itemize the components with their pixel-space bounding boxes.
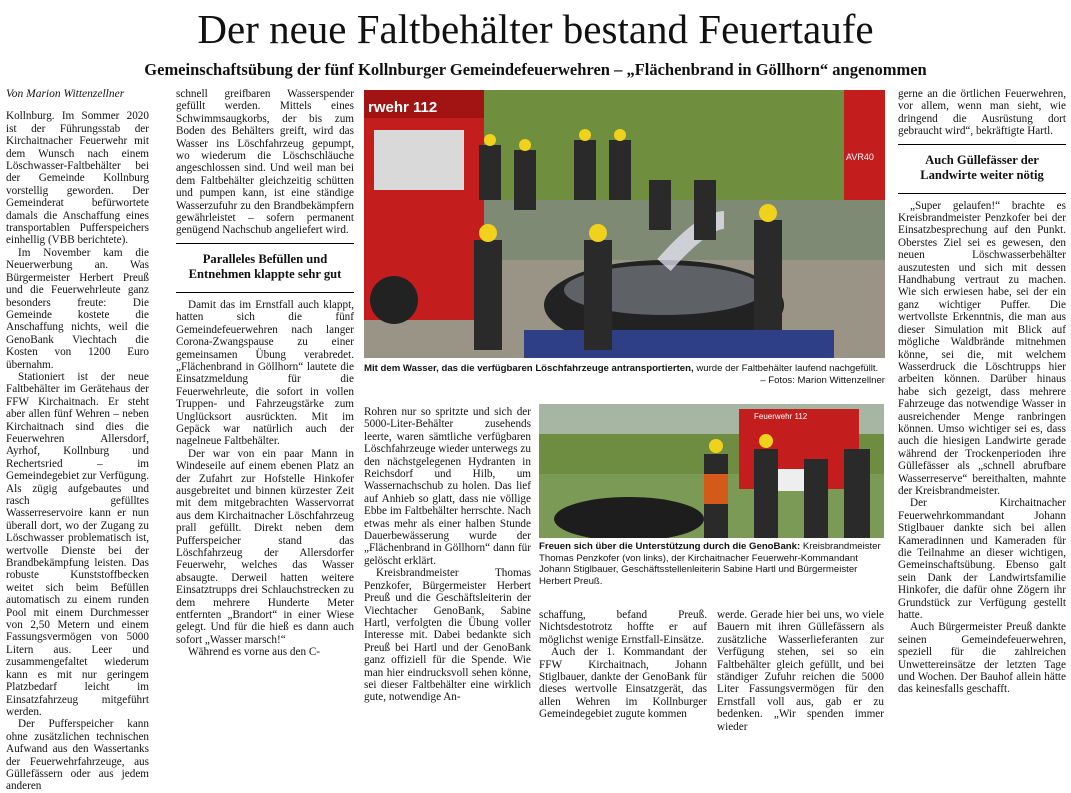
paragraph: Der Pufferspeicher kann ohne zusätzlichen technischen Aufwand aus den Wassertanks der Feuerwehrfahrzeuge, aus Güllefässern oder aus jedem anderen bbox=[6, 718, 149, 793]
photo-donation-image bbox=[539, 404, 884, 538]
paragraph: Kreisbrandmeister Thomas Penzkofer, Bürgermeister Herbert Preuß und die Geschäftsleiterin der Viechtacher GenoBank, Sabine Hartl, verfolgten die Übung voller Interesse mit. Dabei bedankte sich Preuß bei Hartl und der GenoBank ganz offiziell für die Spende. Wie man hier eindrucksvoll sehen könne, sei dieser Faltbehälter eine wirklich gute, notwendige An- bbox=[364, 567, 531, 704]
photo-credit: – Fotos: Marion Wittenzellner bbox=[760, 374, 885, 386]
byline: Von Marion Wittenzellner bbox=[6, 88, 125, 100]
caption-text: Kreisbrandmeister Thomas Penzkofer (von links), der Kirchaitnacher Feuerwehr-Kommandant Johann Stiglbauer, Geschäftsstellenleiterin Sabine Hartl und Bürgermeister Herbert Preuß. bbox=[539, 541, 881, 587]
intertitle: Auch Güllefässer der Landwirte weiter nötig bbox=[920, 152, 1044, 182]
column-1 bbox=[6, 88, 149, 793]
column-4 bbox=[539, 609, 707, 721]
caption-lead: Mit dem Wasser, das die verfügbaren Löschfahrzeuge antransportierten, bbox=[364, 363, 694, 374]
paragraph: Der war von ein paar Mann in Windeseile auf einem ebenen Platz an der Zufahrt zur Hofstelle Hinkofer ausgebreitet und binnen kürzester Zeit mit dem mitgebrachten Wasservorrat aus dem Kirchaitnacher Löschfahrzeug prall gefüllt. Direkt neben dem Pufferspeicher stand das Löschfahrzeug der Allersdorfer Feuerwehr, welches das Wasser absaugte. Derweil hatten weitere Einsatztrupps drei Schlauchstrecken zu dem mehrere Hunderte Meter entfernten „Brandort“ in einer Wiese gelegt. Und für die hieß es dann auch sofort „Wasser marsch!“ bbox=[176, 447, 354, 646]
divider bbox=[898, 193, 1066, 194]
column-5 bbox=[717, 609, 884, 733]
paragraph: schaffung, befand Preuß. Nichtsdestotrotz hoffte er auf möglichst wenige Ernstfall-Einsätze. bbox=[539, 609, 707, 646]
paragraph: werde. Gerade hier bei uns, wo viele Bauern mit ihren Güllefässern als zusätzliche Wasserlieferanten zur Verfügung stehen, sei so ein Faltbehälter gleich gefüllt, und bei ständiger Zufuhr reichen die 5000 Liter Fassungsvermögen für den Ernstfall voll aus, gab er zu bedenken. „Wir spenden immer wieder bbox=[717, 609, 884, 733]
photo-donation bbox=[539, 404, 884, 538]
paragraph: Damit das im Ernstfall auch klappt, hatten sich die fünf Gemeindefeuerwehren nach langer Corona-Zwangspause zu einer gemeinsamen Übung verabredet. „Flächenbrand in Göllhorn“ lautete die Einsatzmeldung für die Feuerwehrleute, die sofort in vollen Truppen- und Fahrzeugstärke zum Unglücksort ausrückten. Mit im Gepäck war natürlich auch der nagelneue Faltbehälter. bbox=[176, 298, 354, 448]
caption-text: wurde der Faltbehälter laufend nachgefüllt. bbox=[693, 363, 879, 374]
paragraph: Auch der 1. Kommandant der FFW Kirchaitnach, Johann Stiglbauer, dankte der GenoBank für dieses wertvolle Einsatzgerät, das allen Wehren im Kollnburger Gemeindegebiet zugute kommen bbox=[539, 646, 707, 721]
photo-fire-drill-image bbox=[364, 90, 885, 358]
paragraph: Während es vorne aus den C- bbox=[188, 646, 321, 659]
headline: Der neue Faltbehälter bestand Feuertaufe bbox=[197, 6, 874, 52]
paragraph: gerne an die örtlichen Feuerwehren, vor allem, wenn man sieht, wie dringend die Ausrüstung dort gebraucht wird“, bekräftigte Hartl. bbox=[898, 88, 1066, 138]
paragraph: Stationiert ist der neue Faltbehälter im Gerätehaus der FFW Kirchaitnach. Er steht aber allen fünf Wehren – neben Kirchaitnach sind dies die Feuerwehren Allersdorf, Ayrhof, Kollnburg und Rechertsried – im Gemeindegebiet zur Verfügung. Als zügig aufgebautes und rasch gefülltes Wasserreservoire kann er nun überall dort, wo der Zugang zu Löschwasser problematisch ist, wertvolle Dienste bei der Brandbekämpfung leisten. Das robuste Kunststoffbecken weitet sich beim Befüllen automatisch zu einem runden Pool mit einem Durchmesser von 2,50 Metern und einem Fassungsvermögen von 5000 Litern aus. Leer und zusammengefaltet wiederum kann es mit nur geringem Platzbedarf leicht im Einsatzfahrzeug mitgeführt werden. bbox=[6, 370, 150, 718]
truck-lettering: rwehr 112 bbox=[368, 99, 438, 116]
divider bbox=[176, 292, 354, 293]
photo-fire-drill-caption bbox=[364, 363, 885, 386]
paragraph: Rohren nur so spritzte und sich der 5000-Liter-Behälter zusehends leerte, waren sämtliche verfügbaren Löschfahrzeuge wieder unterwegs zu den nächstgelegenen Hydranten in Reichsdorf und Hilb, um Wassernachschub zu holen. Das lief auf Anhieb so glatt, dass nie völlige Ebbe im Faltbehälter herrschte. Nach etwas mehr als einer halben Stunde Dauerbewässerung wurde der „Flächenbrand in Göllhorn“ dann für gelöscht erklärt. bbox=[364, 406, 531, 567]
column-2 bbox=[176, 88, 354, 659]
subheadline: Gemeinschaftsübung der fünf Kollnburger Gemeindefeuerwehren – „Flächenbrand in Göllhorn“ angenommen bbox=[144, 60, 927, 79]
paragraph: schnell greifbaren Wasserspender gefüllt werden. Mittels eines Schwimmsaugkorbs, der bis zum Boden des Behälters greift, wird das Wasser ins Löschfahrzeug gepumpt, wo wiederum die Löschschläuche angeschlossen sind. Und weil man bei dem Faltbehälter gleichzeitig schütten und pumpen kann, ist eine ständige Wasserzufuhr zu den Brandbekämpfern gewährleistet – sofern permanent genügend Nachschub angeliefert wird. bbox=[176, 88, 354, 237]
intertitle: Paralleles Befüllen und Entnehmen klappte sehr gut bbox=[188, 251, 342, 281]
truck-plate: AVR40 bbox=[846, 152, 874, 162]
divider bbox=[898, 144, 1066, 145]
column-3 bbox=[364, 406, 531, 704]
paragraph: „Super gelaufen!“ brachte es Kreisbrandmeister Penzkofer bei der Einsatzbesprechung auf den Punkt. Oberstes Ziel sei es gewesen, den neuen Löschwasserbehälter auszutesten und sich mit dessen Handhabung vertraut zu machen. Wie sich erwiesen habe, sei der ein ganz wichtiger Puffer. Die wertvollste Erkenntnis, die man aus dieser Simulation mit Blick auf mögliche Waldbrände mitnehmen könne, sei die, mit welchem Wasserdruck die Löschtrupps hier arbeiten können. Darüber hinaus habe sich gezeigt, dass mehrere Fahrzeuge das notwendige Wasser in ausreichender Menge ranbringen können. Umso wichtiger sei es, dass auch die hiesigen Landwirte gerade während der Trockenperioden ihre Güllefässer als „schnell abrufbare Wasserreserve“ bereithalten, mahnte der Kreisbrandmeister. bbox=[898, 199, 1066, 497]
paragraph: Im November kam die Neuerwerbung an. Was Bürgermeister Herbert Preuß und die Feuerwehrleute ganz besonders freute: Die Gemeinde kostete die Anschaffung nichts, weil die GenoBank Viechtach die Kosten von 1200 Euro übernahm. bbox=[6, 246, 149, 371]
column-6 bbox=[898, 88, 1066, 696]
photo-donation-caption bbox=[539, 541, 884, 587]
paragraph: Der Kirchaitnacher Feuerwehrkommandant Johann Stiglbauer dankte sich bei allen Kameradinnen und Kameraden für die Teilnahme an dieser wichtigen, Gemeinschaftsübung. Ebenso galt sein Dank der Landwirtsfamilie Hinkofer, die dafür ohne Zögern ihr Grundstück zur Verfügung gestellt hatte. bbox=[898, 497, 1066, 622]
paragraph: Auch Bürgermeister Preuß dankte seinen Gemeindefeuerwehren, speziell für die zahlreichen Unwettereinsätze der letzten Tage und Wochen. Der Bauhof allein hätte das keinesfalls geschafft. bbox=[898, 621, 1066, 696]
paragraph: Kollnburg. Im Sommer 2020 ist der Führungsstab der Kirchaitnacher Feuerwehr mit dem Wunsch nach einem Löschwasser-Faltbehälter bei der Gemeinde Kollnburg vorstellig geworden. Der Gemeinderat befürwortete damals die Anschaffung eines transportablen Pufferspeichers einhellig (VBB berichtete). bbox=[6, 110, 149, 247]
caption-lead: Freuen sich über die Unterstützung durch die GenoBank: bbox=[539, 541, 801, 552]
photo-fire-drill bbox=[364, 90, 885, 358]
divider bbox=[176, 243, 354, 244]
truck-lettering: Feuerwehr 112 bbox=[754, 412, 808, 421]
